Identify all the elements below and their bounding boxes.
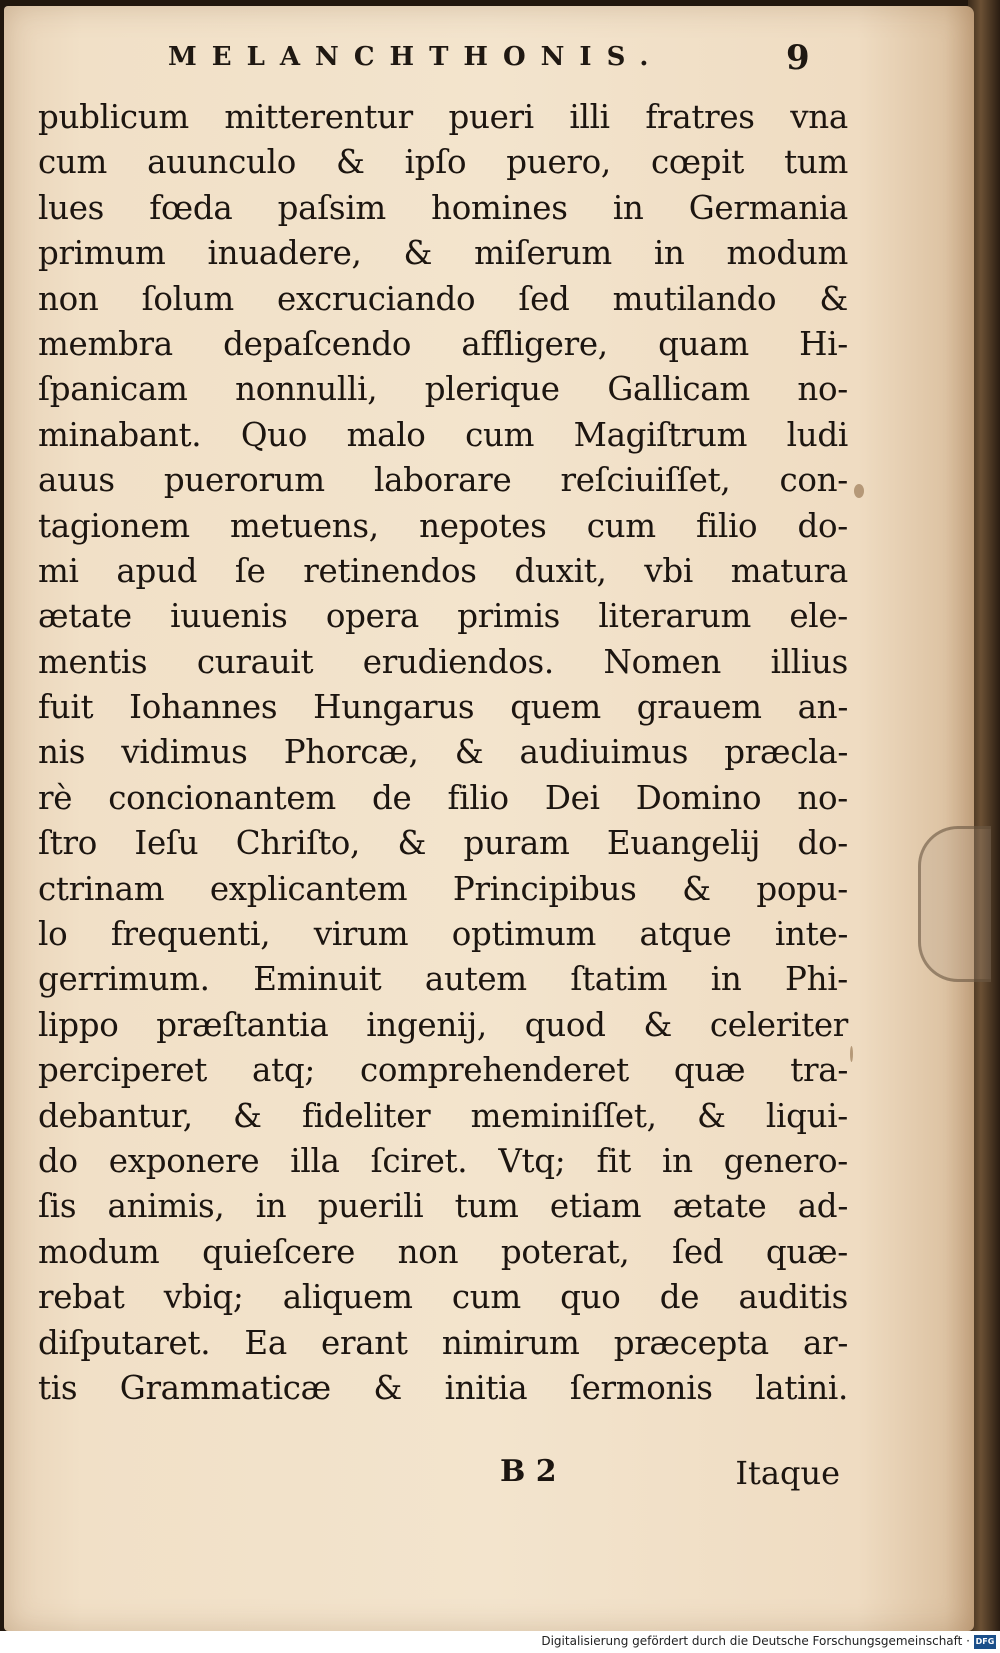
text-line: do exponere illa ſciret. Vtq; fit in genero-	[38, 1141, 848, 1180]
page-header	[168, 38, 808, 88]
dfg-logo-icon: DFG	[974, 1635, 996, 1649]
signature-mark: B 2	[500, 1454, 557, 1489]
text-line: minabant. Quo malo cum Magiſtrum ludi	[38, 415, 848, 454]
text-line: mi apud ſe retinendos duxit, vbi matura	[38, 551, 848, 590]
paper-speck	[850, 1046, 853, 1062]
catchword: Itaque	[735, 1454, 840, 1492]
page-footer	[500, 1454, 840, 1504]
text-line: modum quieſcere non poterat, ſed quæ-	[38, 1232, 848, 1271]
text-line: mentis curauit erudiendos. Nomen illius	[38, 642, 848, 681]
text-line: ætate iuuenis opera primis literarum ele-	[38, 597, 848, 636]
text-line: rè concionantem de filio Dei Domino no-	[38, 778, 848, 817]
page-number: 9	[786, 38, 810, 78]
text-line: diſputaret. Ea erant nimirum præcepta ar-	[38, 1323, 848, 1362]
text-line: primum inuadere, & miſerum in modum	[38, 234, 848, 273]
text-line: perciperet atq; comprehenderet quæ tra-	[38, 1051, 848, 1090]
paper-speck	[854, 484, 864, 498]
text-line: fuit Iohannes Hungarus quem grauem an-	[38, 688, 848, 727]
text-line: auus puerorum laborare reſciuiſſet, con-	[38, 461, 848, 500]
text-line: gerrimum. Eminuit autem ſtatim in Phi-	[38, 960, 848, 999]
text-line: non ſolum excruciando ſed mutilando &	[38, 279, 848, 318]
text-line: nis vidimus Phorcæ, & audiuimus præcla-	[38, 733, 848, 772]
text-line: cum auunculo & ipſo puero, cœpit tum	[38, 143, 848, 182]
text-line: debantur, & fideliter meminiſſet, & liqui-	[38, 1096, 848, 1135]
page-clip-shadow	[918, 826, 991, 982]
text-line: ſis animis, in puerili tum etiam ætate ad-	[38, 1187, 848, 1226]
digitization-credit-bar	[0, 1631, 1000, 1653]
text-line: lues fœda paſsim homines in Germania	[38, 188, 848, 227]
text-line: ctrinam explicantem Principibus & popu-	[38, 869, 848, 908]
text-line: publicum mitterentur pueri illi fratres vna	[38, 98, 848, 136]
text-line: ſtro Ieſu Chriſto, & puram Euangelij do-	[38, 824, 848, 863]
body-text	[38, 95, 848, 1411]
text-line: ſpanicam nonnulli, plerique Gallicam no-	[38, 370, 848, 409]
text-line: lo frequenti, virum optimum atque inte-	[38, 915, 848, 954]
running-head: MELANCHTHONIS.	[168, 42, 664, 72]
text-line: rebat vbiq; aliquem cum quo de auditis	[38, 1278, 848, 1317]
text-line: membra depaſcendo affligere, quam Hi-	[38, 324, 848, 363]
credit-text: Digitalisierung gefördert durch die Deutsche Forschungsgemeinschaft ·	[541, 1634, 970, 1648]
text-line: lippo præſtantia ingenij, quod & celeriter	[38, 1005, 848, 1044]
text-line: tis Grammaticæ & initia ſermonis latini.	[38, 1368, 848, 1407]
text-line: tagionem metuens, nepotes cum filio do-	[38, 506, 848, 545]
